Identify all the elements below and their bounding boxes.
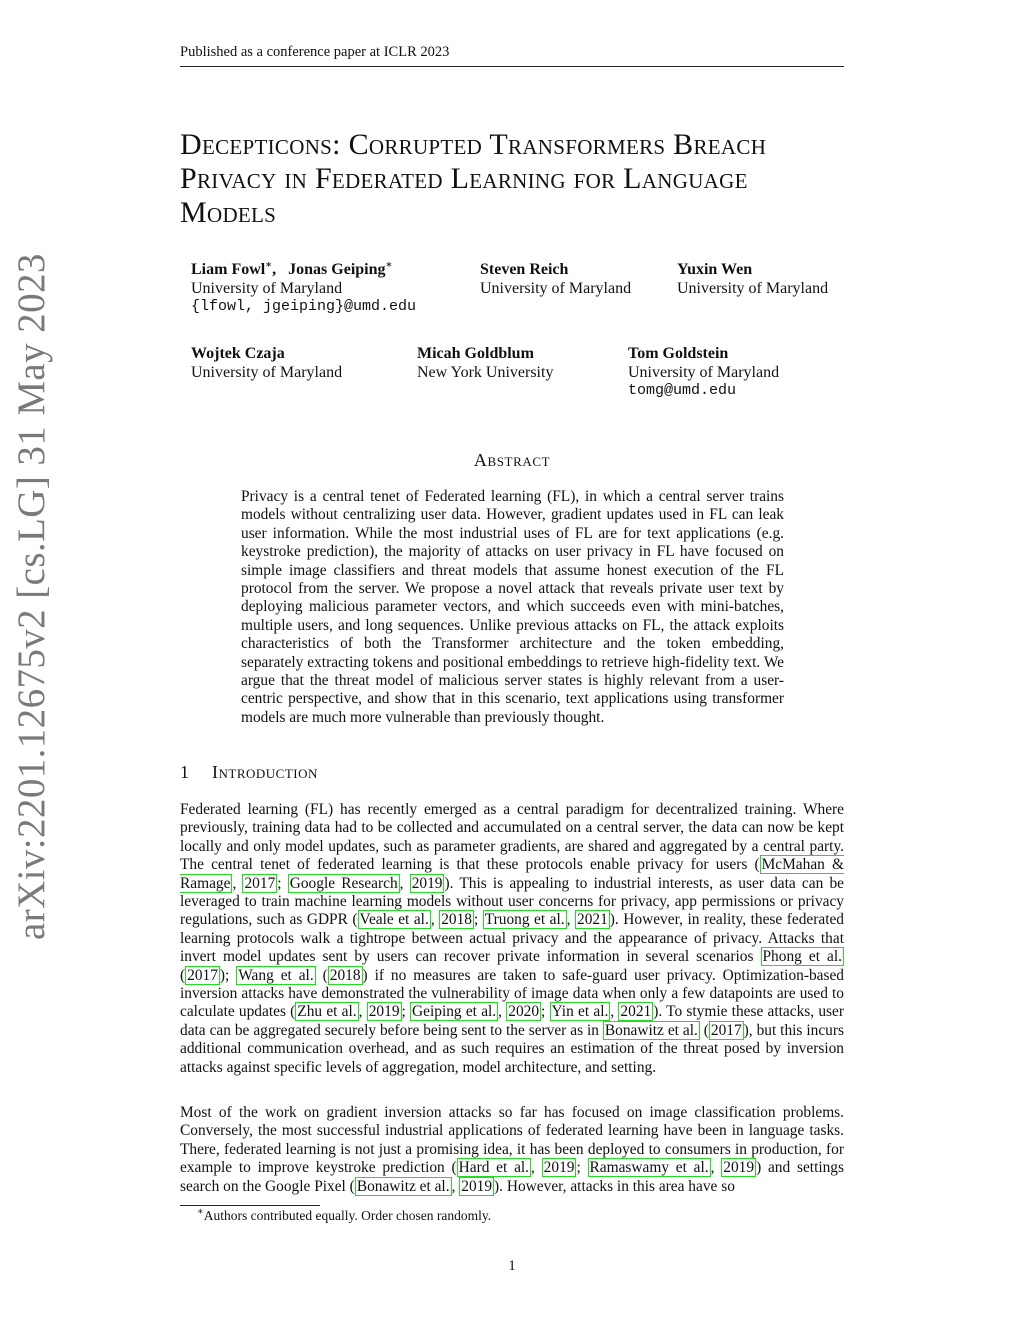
author-name: Wojtek Czaja [191,345,285,362]
paper-title [180,128,850,230]
citation-link[interactable]: Zhu et al. [297,1003,357,1021]
citation-link[interactable]: 2019 [368,1003,400,1021]
citation-link[interactable]: 2019 [411,874,443,892]
citation-link[interactable]: Hard et al. [458,1159,530,1177]
citation-link[interactable]: 2020 [508,1003,540,1021]
citation-link[interactable]: Truong et al. [484,911,565,929]
citation-link[interactable]: Yin et al. [551,1003,609,1021]
author-affiliation: University of Maryland [480,279,632,297]
citation-link[interactable]: Bonawitz et al. [604,1021,698,1039]
author-name: Yuxin Wen [677,261,753,278]
citation-link[interactable]: Veale et al. [359,911,429,929]
intro-paragraph-1: Federated learning (FL) has recently emerged as a central paradigm for decentralized training. Where previously, training data had to be collected and accumulated on a central server, the data can now be kept locally and only model updates, such as parameter gradients, are shared and aggregated by a central party. The central tenet of federated learning is that these protocols enable privacy for users ( McMahan & Ramage , 2017 ; Google Research , 2019 ). This is appealing to industrial interests, as user data can be leveraged to train machine learning models without user concerns for privacy, app permissions or privacy regulations, such as GDPR ( Veale et al. , 2018 ; Truong et al. , 2021 ). However, in reality, these federated learning protocols walk a tightrope between actual privacy and the appearance of privacy. Attacks that invert model updates sent by users can recover private information in several scenarios Phong et al. ( 2017 ); Wang et al. ( 2018 ) if no measures are taken to safe-guard user privacy. Optimization-based inversion attacks have demonstrated the vulnerability of image data when only a few datapoints are used to calculate updates ( Zhu et al. , 2019 ; Geiping et al. , 2020 ; Yin et al. , 2021 ). To stymie these attacks, user data can be aggregated securely before being sent to the server as in Bonawitz et al. ( 2017 ), but this incurs additional communication overhead, and as such requires an estimation of the threat posed by inversion attacks against specific levels of aggregation, model architecture, and setting. [180,801,844,1076]
author-block-goldblum [417,345,553,382]
author-name: Micah Goldblum [417,345,534,362]
footnote-mark: ∗ [197,1206,204,1218]
citation-link[interactable]: Wang et al. [238,966,314,984]
citation-link[interactable]: Bonawitz et al. [356,1177,450,1195]
equal-contribution-mark: ∗ [385,259,393,271]
author-affiliation: University of Maryland [191,279,343,297]
section-title: Introduction [212,762,318,782]
author-affiliation: University of Maryland [677,279,829,297]
citation-link[interactable]: Geiping et al. [412,1003,497,1021]
citation-link[interactable]: 2018 [329,966,361,984]
citation-link[interactable]: 2019 [723,1159,755,1177]
author-affiliation: University of Maryland [628,363,780,381]
citation-link[interactable]: 2019 [461,1177,493,1195]
citation-link[interactable]: 2021 [577,911,608,929]
citation-link[interactable]: 2017 [244,874,276,892]
citation-link[interactable]: 2018 [441,911,472,929]
citation-link[interactable]: 2021 [620,1003,652,1021]
citation-link[interactable]: 2017 [710,1021,742,1039]
author-block-reich [480,261,631,298]
arxiv-stamp: arXiv:2201.12675v2 [cs.LG] 31 May 2023 [10,253,53,940]
author-block-czaja [191,345,342,382]
abstract-heading: Abstract [473,450,551,470]
citation-link[interactable]: McMahan & Ramage [180,856,844,892]
title-line-1: Decepticons: Corrupted Transformers Breach [180,128,767,161]
author-separator: , [272,261,277,278]
abstract-text: Privacy is a central tenet of Federated learning (FL), in which a central server trains models without centralizing user data. However, gradient updates used in FL can leak user information. While the most industrial uses of FL are for text applications (e.g. keystroke prediction), the majority of attacks on user privacy in FL have focused on simple image classifiers and threat models that assume honest execution of the FL protocol from the server. We propose a novel attack that reveals private user text by deploying malicious parameter vectors, and which succeeds even with mini-batches, multiple users, and long sequences. Unlike previous attacks on FL, the attack exploits characteristics of both the Transformer architecture and the token embedding, separately extracting tokens and positional embeddings to retrieve high-fidelity text. We argue that the threat model of malicious server states is highly relevant from a user-centric perspective, and show that in this scenario, text applications using transformer models are much more vulnerable than previously thought. [241,488,784,726]
author-email: {lfowl, jgeiping}@umd.edu [191,298,417,315]
section-number: 1 [180,762,190,782]
author-email: tomg@umd.edu [628,382,737,399]
intro-paragraph-2: Most of the work on gradient inversion attacks so far has focused on image classification problems. Conversely, the most successful industrial applications of federated learning have been in language tasks. There, federated learning is not just a promising idea, it has been deployed to consumers in production, for example to improve keystroke prediction ( Hard et al. , 2019 ; Ramaswamy et al. , 2019 ) and settings search on the Google Pixel ( Bonawitz et al. , 2019 ). However, attacks in this area have so [180,1104,844,1195]
author-name: Steven Reich [480,261,569,278]
author-block-wen [677,261,828,298]
running-header: Published as a conference paper at ICLR 2023 [180,44,844,67]
title-line-2: Privacy in Federated Learning for Language [180,162,748,195]
citation-link[interactable]: Ramaswamy et al. [589,1159,709,1177]
author-name: Tom Goldstein [628,345,729,362]
section-heading-introduction [180,762,318,783]
footnote [197,1208,491,1224]
equal-contribution-mark: ∗ [265,259,273,271]
author-name-geiping: Jonas Geiping [288,261,386,278]
author-affiliation: University of Maryland [191,363,343,381]
title-line-3: Models [180,196,277,229]
author-block-fowl-geiping [191,261,416,317]
citation-link[interactable]: 2019 [543,1159,575,1177]
page-number: 1 [508,1258,516,1274]
author-affiliation: New York University [417,363,554,381]
footnote-text: Authors contributed equally. Order chosen randomly. [203,1208,492,1223]
citation-link[interactable]: Phong et al. [762,948,842,966]
citation-link[interactable]: Google Research [289,874,398,892]
citation-link[interactable]: 2017 [187,966,218,984]
author-name-fowl: Liam Fowl [191,261,266,278]
author-block-goldstein [628,345,779,401]
